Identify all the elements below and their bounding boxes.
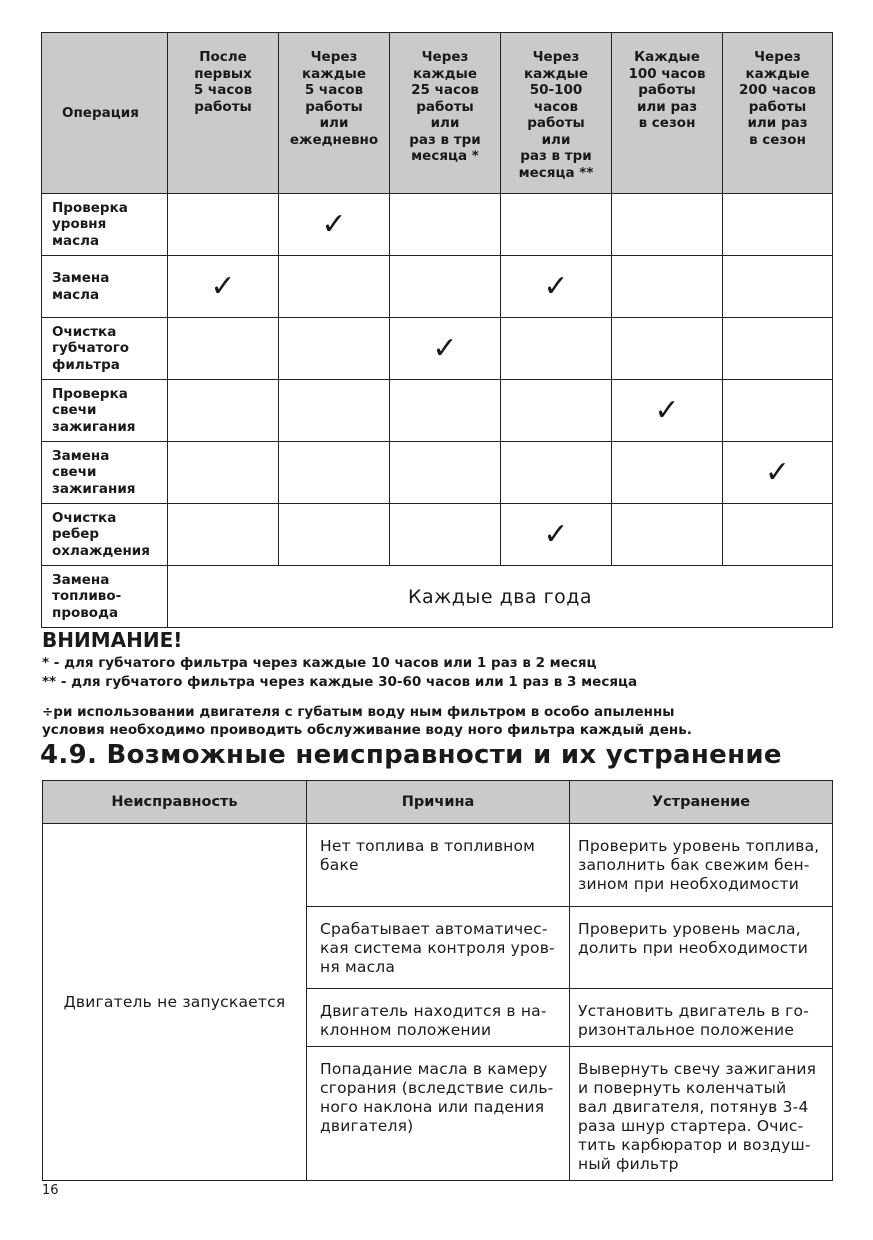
cell — [723, 504, 833, 566]
operation-label: Очистка губчатого фильтра — [42, 318, 168, 380]
header-operation: Операция — [42, 33, 168, 194]
schedule-row-replace-fuel-line — [42, 566, 833, 628]
cell — [279, 256, 390, 318]
dusty-conditions-note: ÷ри использовании двигателя с губатым воду ным фильтром в особо апыленны условия необходимо проиводить обслуживание воду ного фильтра каждый день. — [42, 704, 692, 738]
checkmark-icon: ✓ — [279, 194, 390, 256]
warning-title: ВНИМАНИЕ! — [42, 628, 183, 652]
cell — [168, 318, 279, 380]
header-fault: Неисправность — [43, 781, 307, 824]
checkmark-icon: ✓ — [612, 380, 723, 442]
cell — [612, 194, 723, 256]
cell — [612, 318, 723, 380]
section-heading: 4.9. Возможные неисправности и их устранение — [40, 740, 782, 770]
cell — [390, 380, 501, 442]
cell — [168, 380, 279, 442]
cell — [501, 194, 612, 256]
schedule-row-check-oil-level — [42, 194, 833, 256]
cause-cell: Срабатывает автоматичес- кая система контроля уров- ня масла — [307, 907, 570, 989]
cell — [390, 194, 501, 256]
cell — [612, 442, 723, 504]
maintenance-schedule-table — [41, 32, 833, 628]
schedule-row-change-oil — [42, 256, 833, 318]
operation-label: Замена топливо- провода — [42, 566, 168, 628]
checkmark-icon: ✓ — [501, 504, 612, 566]
cell — [168, 442, 279, 504]
cell — [501, 380, 612, 442]
schedule-row-clean-cooling-fins — [42, 504, 833, 566]
header-every-200-hours: Через каждые 200 часов работы или раз в сезон — [723, 33, 833, 194]
cell — [501, 318, 612, 380]
cell — [279, 380, 390, 442]
cell — [723, 380, 833, 442]
operation-label: Замена масла — [42, 256, 168, 318]
fix-cell: Установить двигатель в го- ризонтальное положение — [570, 989, 833, 1047]
cell — [390, 442, 501, 504]
fix-cell: Проверить уровень масла, долить при необходимости — [570, 907, 833, 989]
fix-cell: Вывернуть свечу зажигания и повернуть коленчатый вал двигателя, потянув 3-4 раза шнур стартера. Очис- тить карбюратор и воздуш- ный фильтр — [570, 1047, 833, 1181]
troubleshooting-table — [42, 780, 833, 1181]
header-every-5-hours: Через каждые 5 часов работы или ежедневно — [279, 33, 390, 194]
checkmark-icon: ✓ — [390, 318, 501, 380]
schedule-row-clean-sponge-filter — [42, 318, 833, 380]
checkmark-icon: ✓ — [501, 256, 612, 318]
cause-cell: Нет топлива в топливном баке — [307, 824, 570, 907]
cell — [279, 504, 390, 566]
header-every-100-hours: Каждые 100 часов работы или раз в сезон — [612, 33, 723, 194]
page-number: 16 — [42, 1183, 59, 1198]
fix-cell: Проверить уровень топлива, заполнить бак свежим бен- зином при необходимости — [570, 824, 833, 907]
table-row — [43, 824, 833, 907]
header-every-50-100-hours: Через каждые 50-100 часов работы или раз в три месяца ** — [501, 33, 612, 194]
cell — [612, 256, 723, 318]
cell — [390, 256, 501, 318]
cell — [723, 256, 833, 318]
cell — [168, 194, 279, 256]
cell — [279, 318, 390, 380]
footnote-double-star: ** - для губчатого фильтра через каждые 30-60 часов или 1 раз в 3 месяца — [42, 674, 638, 690]
cause-cell: Попадание масла в камеру сгорания (вследствие силь- ного наклона или падения двигателя) — [307, 1047, 570, 1181]
cell — [723, 194, 833, 256]
operation-label: Очистка ребер охлаждения — [42, 504, 168, 566]
every-two-years-cell: Каждые два года — [168, 566, 833, 628]
cell — [612, 504, 723, 566]
header-every-25-hours: Через каждые 25 часов работы или раз в три месяца * — [390, 33, 501, 194]
header-fix: Устранение — [570, 781, 833, 824]
operation-label: Замена свечи зажигания — [42, 442, 168, 504]
troubleshooting-header-row — [43, 781, 833, 824]
cell — [390, 504, 501, 566]
header-cause: Причина — [307, 781, 570, 824]
fault-engine-wont-start: Двигатель не запускается — [43, 824, 307, 1181]
operation-label: Проверка свечи зажигания — [42, 380, 168, 442]
schedule-row-replace-spark-plug — [42, 442, 833, 504]
cause-cell: Двигатель находится в на- клонном положении — [307, 989, 570, 1047]
footnote-single-star: * - для губчатого фильтра через каждые 10 часов или 1 раз в 2 месяц — [42, 655, 597, 671]
operation-label: Проверка уровня масла — [42, 194, 168, 256]
schedule-header-row — [42, 33, 833, 194]
cell — [501, 442, 612, 504]
header-after-first-5-hours: После первых 5 часов работы — [168, 33, 279, 194]
cell — [723, 318, 833, 380]
cell — [279, 442, 390, 504]
checkmark-icon: ✓ — [723, 442, 833, 504]
schedule-row-check-spark-plug — [42, 380, 833, 442]
cell — [168, 504, 279, 566]
checkmark-icon: ✓ — [168, 256, 279, 318]
